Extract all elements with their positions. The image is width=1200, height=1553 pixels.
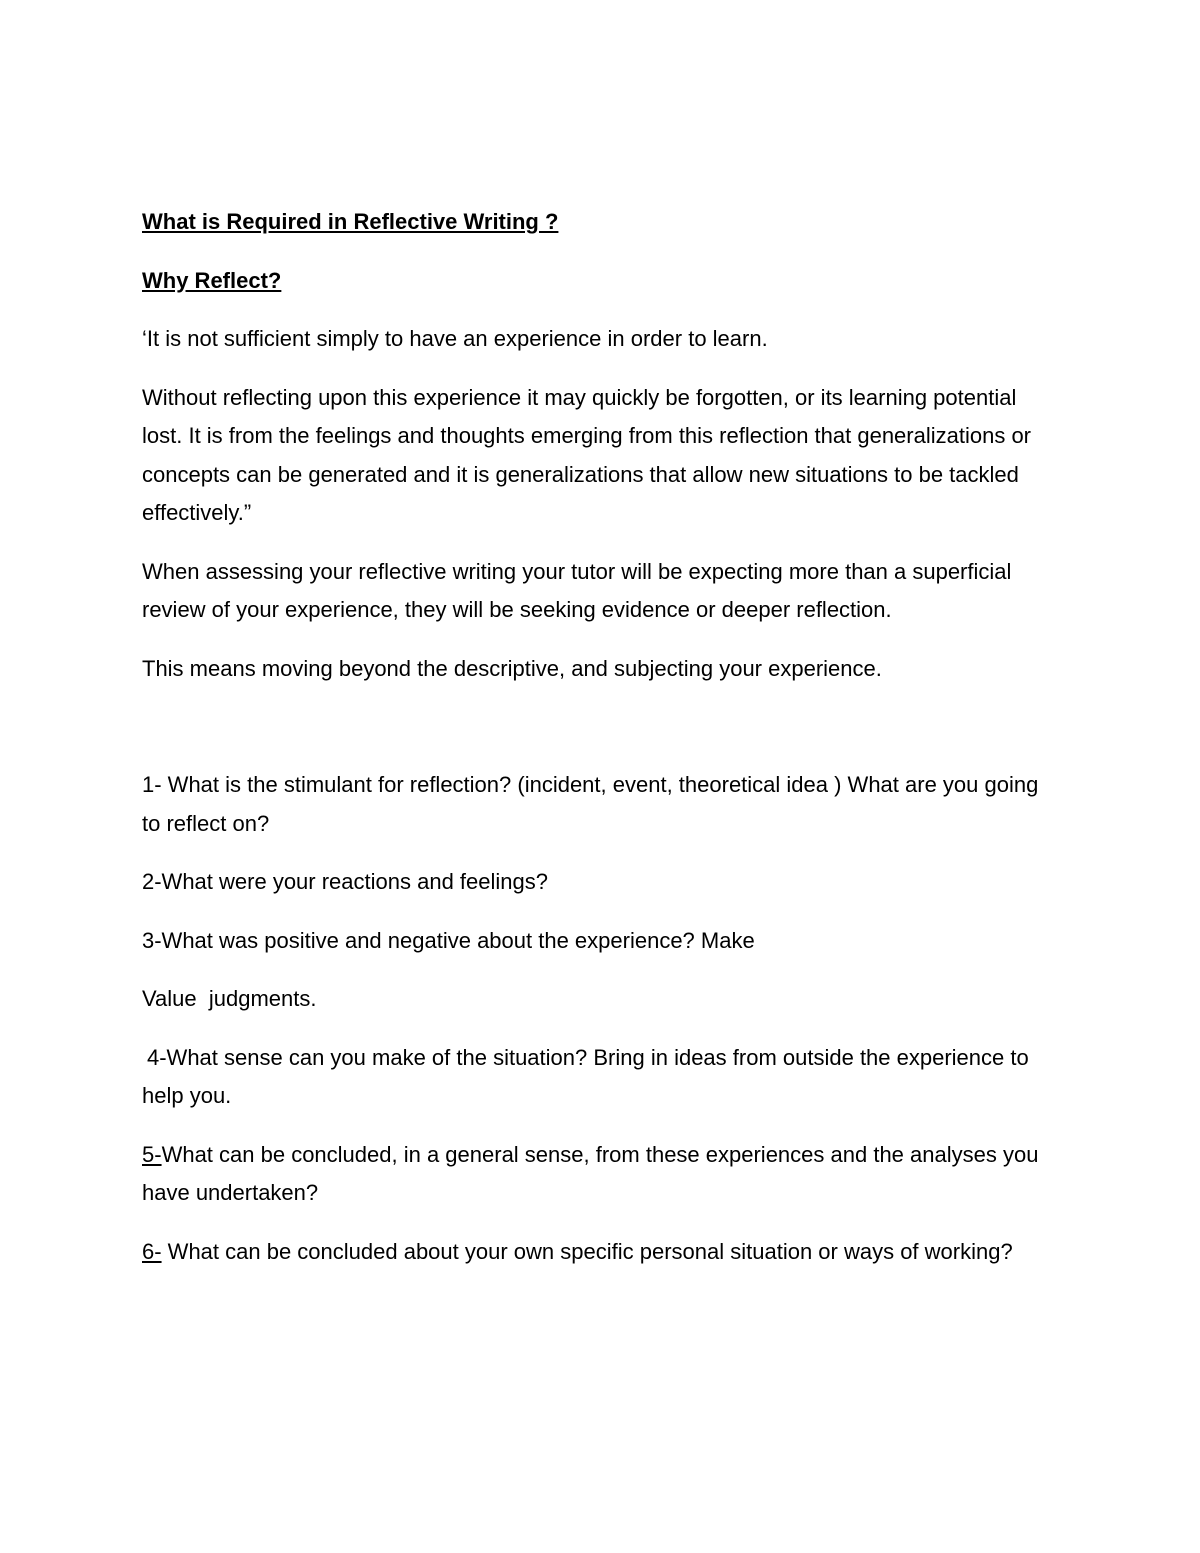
document-body <box>142 203 1062 1291</box>
question-4 <box>142 1039 1062 1116</box>
question-5 <box>142 1136 1062 1213</box>
question-4-text: 4-What sense can you make of the situation? Bring in ideas from outside the experience to help you. <box>142 1044 1029 1108</box>
beyond-descriptive-paragraph: This means moving beyond the descriptive, and subjecting your experience. <box>142 655 882 681</box>
question-3: 3-What was positive and negative about the experience? Make <box>142 927 755 953</box>
assessment-paragraph: When assessing your reflective writing your tutor will be expecting more than a superficial review of your experience, they will be seeking evidence or deeper reflection. <box>142 558 1012 622</box>
spacer <box>142 708 1062 766</box>
quote-paragraph-1: ‘It is not sufficient simply to have an experience in order to learn. <box>142 326 768 351</box>
section-heading-why-reflect: Why Reflect? <box>142 267 282 293</box>
question-1: 1- What is the stimulant for reflection? (incident, event, theoretical idea ) What are you going to reflect on? <box>142 772 1039 836</box>
question-6-text: What can be concluded about your own specific personal situation or ways of working? <box>161 1238 1013 1264</box>
question-2: 2-What were your reactions and feelings? <box>142 869 548 894</box>
question-6 <box>142 1233 1062 1272</box>
question-6-number: 6- <box>142 1238 162 1264</box>
document-title: What is Required in Reflective Writing ? <box>142 209 559 234</box>
question-5-number: 5- <box>142 1141 162 1167</box>
quote-paragraph-2: Without reflecting upon this experience it may quickly be forgotten, or its learning potential lost. It is from the feelings and thoughts emerging from this reflection that generalizations or concepts can be generated and it is generalizations that allow new situations to be tackled effectively.” <box>142 384 1032 525</box>
question-5-text: What can be concluded, in a general sense, from these experiences and the analyses you have undertaken? <box>142 1141 1039 1205</box>
question-3-continuation: Value judgments. <box>142 986 317 1011</box>
